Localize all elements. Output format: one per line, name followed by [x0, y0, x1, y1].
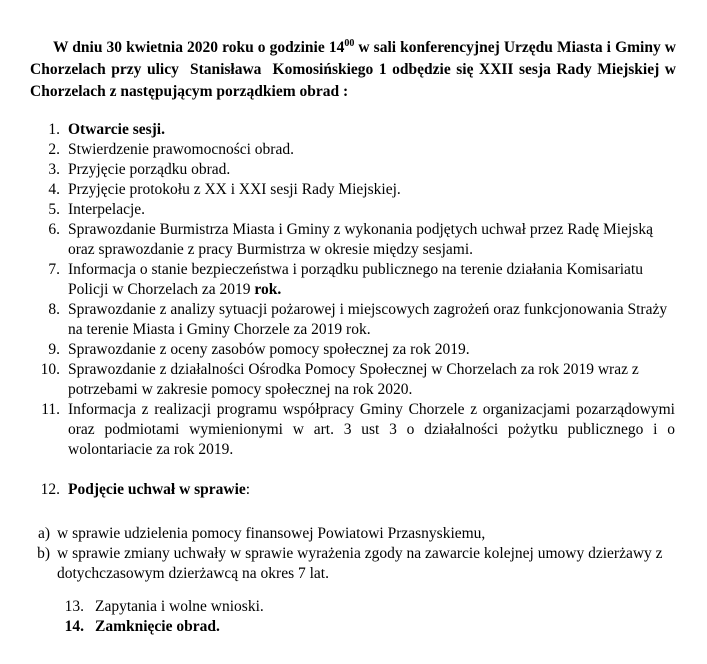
- agenda-item-2: [0, 140, 675, 160]
- agenda-item-1: [0, 120, 675, 140]
- item-number: 8.: [48, 301, 60, 318]
- item-marker: b): [37, 545, 50, 562]
- agenda-list: [0, 120, 707, 500]
- item-number: 5.: [48, 201, 60, 218]
- agenda-item-12: [0, 480, 675, 500]
- resolution-item-a: [0, 524, 675, 544]
- time-superscript: 00: [344, 37, 355, 49]
- item-text: Sprawozdanie z analizy sytuacji pożarowej i miejscowych zagrożeń oraz funkcjonowania Straży na terenie Miasta i Gminy Chorzele za 2019 rok.: [68, 301, 668, 338]
- item-number: 1.: [48, 121, 60, 138]
- item-text: Sprawozdanie z oceny zasobów pomocy społecznej za rok 2019.: [68, 341, 470, 358]
- item-text-regular: Informacja o stanie bezpieczeństwa i porządku publicznego na terenie działania Komisariatu Policji w Chorzelach za 2019: [68, 261, 643, 298]
- item-text: Zapytania i wolne wnioski.: [95, 598, 264, 615]
- agenda-item-9: [0, 340, 675, 360]
- closing-list: [0, 597, 707, 637]
- item-text-suffix: :: [245, 481, 251, 498]
- item-text: Sprawozdanie Burmistrza Miasta i Gminy z wykonania podjętych uchwał przez Radę Miejską oraz sprawozdanie z pracy Burmistrza w okresie między sesjami.: [68, 221, 653, 258]
- item-number: 11.: [41, 401, 60, 418]
- item-text: Przyjęcie porządku obrad.: [68, 161, 231, 178]
- item-number: 7.: [48, 261, 60, 278]
- item-text: Zamknięcie obrad.: [95, 618, 220, 635]
- intro-text-start: W dniu 30 kwietnia 2020 roku o godzinie 14: [53, 39, 345, 56]
- item-text: Otwarcie sesji.: [68, 121, 165, 138]
- agenda-item-4: [0, 180, 675, 200]
- item-number: 12.: [40, 481, 60, 498]
- item-text: Stwierdzenie prawomocności obrad.: [68, 141, 294, 158]
- agenda-item-14: [0, 617, 675, 637]
- resolution-item-b: [0, 544, 675, 584]
- item-number: 3.: [48, 161, 60, 178]
- item-text: Interpelacje.: [68, 201, 146, 218]
- agenda-item-5: [0, 200, 675, 220]
- agenda-item-7: [0, 260, 675, 300]
- item-text: w sprawie udzielenia pomocy finansowej Powiatowi Przasnyskiemu,: [57, 525, 486, 542]
- agenda-item-13: [0, 597, 675, 617]
- item-number: 10.: [40, 361, 60, 378]
- item-number: 6.: [48, 221, 60, 238]
- agenda-item-11: [0, 400, 675, 460]
- agenda-item-3: [0, 160, 675, 180]
- item-text-bold: rok.: [254, 281, 282, 298]
- item-marker: a): [37, 525, 50, 542]
- item-number: 2.: [48, 141, 60, 158]
- agenda-item-8: [0, 300, 675, 340]
- resolution-list: [0, 524, 707, 584]
- item-number: 4.: [48, 181, 60, 198]
- item-number: 9.: [48, 341, 60, 358]
- item-number: 14.: [64, 618, 84, 635]
- item-text-bold: Podjęcie uchwał w sprawie: [68, 481, 246, 498]
- agenda-item-10: [0, 360, 675, 400]
- item-text: Informacja z realizacji programu współpracy Gminy Chorzele z organizacjami pozarządowymi oraz podmiotami wymienionymi w art. 3 ust 3 o działalności pożytku publicznego i o wolontariacie za rok 2019.: [68, 401, 675, 458]
- item-text: [68, 260, 675, 300]
- item-text: Przyjęcie protokołu z XX i XXI sesji Rady Miejskiej.: [68, 181, 401, 198]
- item-text: Sprawozdanie z działalności Ośrodka Pomocy Społecznej w Chorzelach za rok 2019 wraz z potrzebami w zakresie pomocy społecznej na rok 2020.: [68, 361, 639, 398]
- item-text: w sprawie zmiany uchwały w sprawie wyrażenia zgody na zawarcie kolejnej umowy dzierżawy z dotychczasowym dzierżawcą na okres 7 lat.: [57, 545, 663, 582]
- item-text: [68, 480, 675, 500]
- intro-text-end: w sali konferencyjnej Urzędu Miasta i Gminy w Chorzelach przy ulicy Stanisława Komosińskiego 1 odbędzie się XXII sesja Rady Miejskiej w Chorzelach z następującym porządkiem obrad :: [30, 39, 680, 100]
- item-number: 13.: [64, 598, 84, 615]
- intro-paragraph: [30, 37, 680, 103]
- agenda-item-6: [0, 220, 675, 260]
